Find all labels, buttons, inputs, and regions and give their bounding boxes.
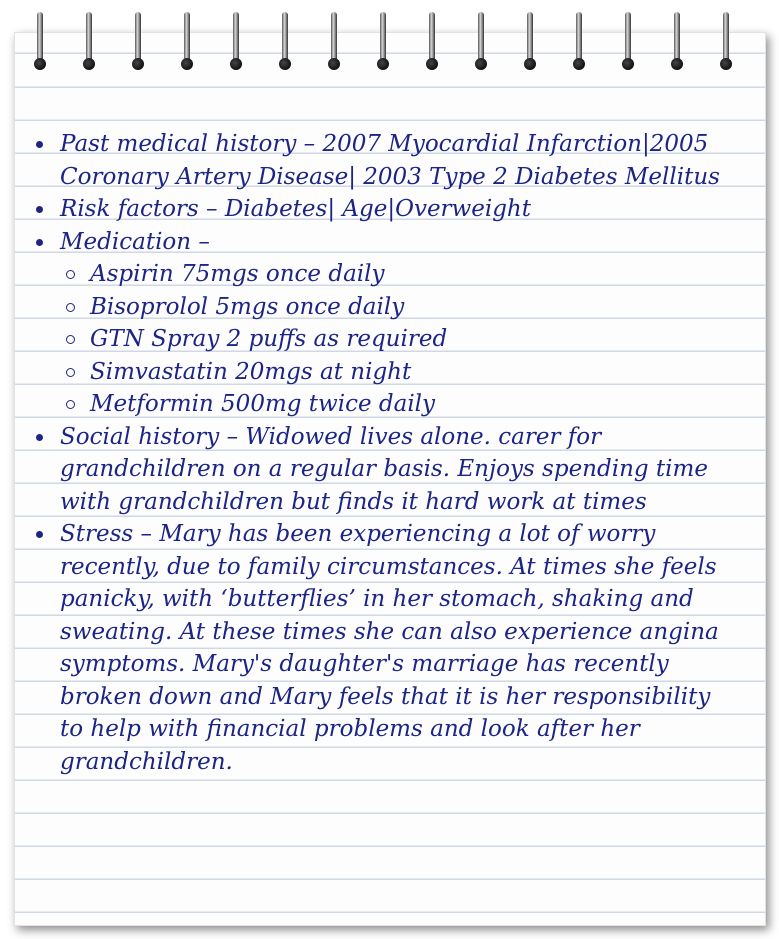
spiral-binding [0,0,779,80]
handwritten-notes [30,128,730,778]
medication-list-item: Metformin 500mg twice daily [60,388,730,421]
medication-list [60,258,730,421]
medication-list-item: Aspirin 75mgs once daily [60,258,730,291]
binding-ring-icon [231,12,241,70]
binding-ring-icon [35,12,45,70]
binding-ring-icon [623,12,633,70]
binding-ring-icon [721,12,731,70]
binding-ring-icon [280,12,290,70]
binding-ring-icon [427,12,437,70]
binding-ring-icon [525,12,535,70]
binding-ring-icon [182,12,192,70]
medication-item [30,226,730,421]
medication-list-item: GTN Spray 2 puffs as required [60,323,730,356]
medication-list-item: Simvastatin 20mgs at night [60,356,730,389]
stress-item: Stress – Mary has been experiencing a lot of worry recently, due to family circumstances. At times she feels panicky, with ‘butterflies’ in her stomach, shaking and sweating. At these times she can also experience angina symptoms. Mary's daughter's marriage has recently broken down and Mary feels that it is her responsibility to help with financial problems and look after her grandchildren. [30,518,730,778]
binding-ring-icon [329,12,339,70]
medication-heading: Medication – [60,228,210,255]
binding-ring-icon [574,12,584,70]
binding-ring-icon [378,12,388,70]
binding-ring-icon [84,12,94,70]
binding-ring-icon [672,12,682,70]
past-medical-history-item: Past medical history – 2007 Myocardial Infarction|2005 Coronary Artery Disease| 2003 Type 2 Diabetes Mellitus [30,128,730,193]
notes-list [30,128,730,778]
social-history-item: Social history – Widowed lives alone. carer for grandchildren on a regular basis. Enjoys spending time with grandchildren but finds it hard work at times [30,421,730,519]
binding-ring-icon [133,12,143,70]
risk-factors-item: Risk factors – Diabetes| Age|Overweight [30,193,730,226]
binding-ring-icon [476,12,486,70]
medication-list-item: Bisoprolol 5mgs once daily [60,291,730,324]
